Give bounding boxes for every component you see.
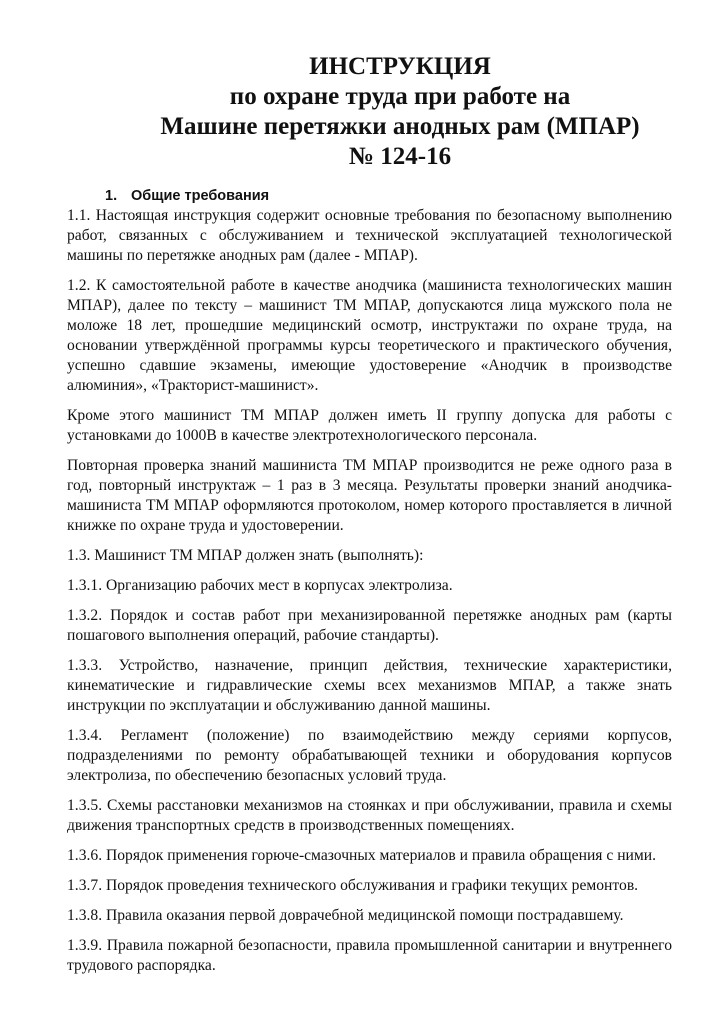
paragraph-1-3-2: 1.3.2. Порядок и состав работ при механизированной перетяжке анодных рам (карты пошагового выполнения операций, рабочие стандарты). bbox=[67, 607, 672, 644]
paragraph-1-3-4: 1.3.4. Регламент (положение) по взаимодействию между сериями корпусов, подразделениями по ремонту обрабатывающей техники и оборудования корпусов электролиза, по обеспечению безопасных условий труда. bbox=[67, 727, 672, 784]
document-title bbox=[150, 52, 650, 172]
paragraph-1-3-5: 1.3.5. Схемы расстановки механизмов на стоянках и при обслуживании, правила и схемы движения транспортных средств в производственных помещениях. bbox=[67, 797, 672, 834]
paragraph-1-3-3: 1.3.3. Устройство, назначение, принцип действия, технические характеристики, кинематические и гидравлические схемы всех механизмов МПАР, а также знать инструкции по эксплуатации и обслуживанию данной машины. bbox=[67, 657, 672, 714]
paragraph-1-3-7: 1.3.7. Порядок проведения технического обслуживания и графики текущих ремонтов. bbox=[67, 877, 639, 894]
title-line-3: Машине перетяжки анодных рам (МПАР) bbox=[160, 113, 640, 140]
title-line-4: № 124-16 bbox=[348, 143, 452, 170]
paragraph-electrical-group: Кроме этого машинист ТМ МПАР должен иметь II группу допуска для работы с установками до 1000В в качестве электротехнологического персонала. bbox=[67, 407, 672, 444]
paragraph-repeat-check: Повторная проверка знаний машиниста ТМ МПАР производится не реже одного раза в год, повторный инструктаж – 1 раз в 3 месяца. Результаты проверки знаний анодчика-машиниста ТМ МПАР оформляются протоколом, номер которого проставляется в личной книжке по охране труда и удостоверении. bbox=[67, 457, 672, 534]
section-number: 1. bbox=[105, 188, 118, 204]
title-line-2: по охране труда при работе на bbox=[229, 83, 571, 110]
section-heading bbox=[105, 187, 269, 205]
paragraph-1-3: 1.3. Машинист ТМ МПАР должен знать (выполнять): bbox=[67, 547, 424, 564]
paragraph-1-3-6: 1.3.6. Порядок применения горюче-смазочных материалов и правила обращения с ними. bbox=[67, 847, 656, 864]
paragraph-1-3-8: 1.3.8. Правила оказания первой доврачебной медицинской помощи пострадавшему. bbox=[67, 907, 624, 924]
title-line-1: ИНСТРУКЦИЯ bbox=[309, 53, 491, 80]
section-title: Общие требования bbox=[131, 188, 270, 204]
paragraph-1-3-1: 1.3.1. Организацию рабочих мест в корпусах электролиза. bbox=[67, 577, 453, 594]
paragraph-1-3-9: 1.3.9. Правила пожарной безопасности, правила промышленной санитарии и внутреннего трудового распорядка. bbox=[67, 937, 672, 974]
document-body bbox=[67, 206, 672, 986]
paragraph-1-2: 1.2. К самостоятельной работе в качестве анодчика (машиниста технологических машин МПАР), далее по тексту – машинист ТМ МПАР, допускаются лица мужского пола не моложе 18 лет, прошедшие медицинский осмотр, инструктажи по охране труда, на основании утверждённой программы курсы теоретического и практического обучения, успешно сдавшие экзамены, имеющие удостоверение «Анодчик в производстве алюминия», «Тракторист-машинист». bbox=[67, 277, 672, 394]
paragraph-1-1: 1.1. Настоящая инструкция содержит основные требования по безопасному выполнению работ, связанных с обслуживанием и технической эксплуатацией технологической машины по перетяжке анодных рам (далее - МПАР). bbox=[67, 207, 672, 264]
